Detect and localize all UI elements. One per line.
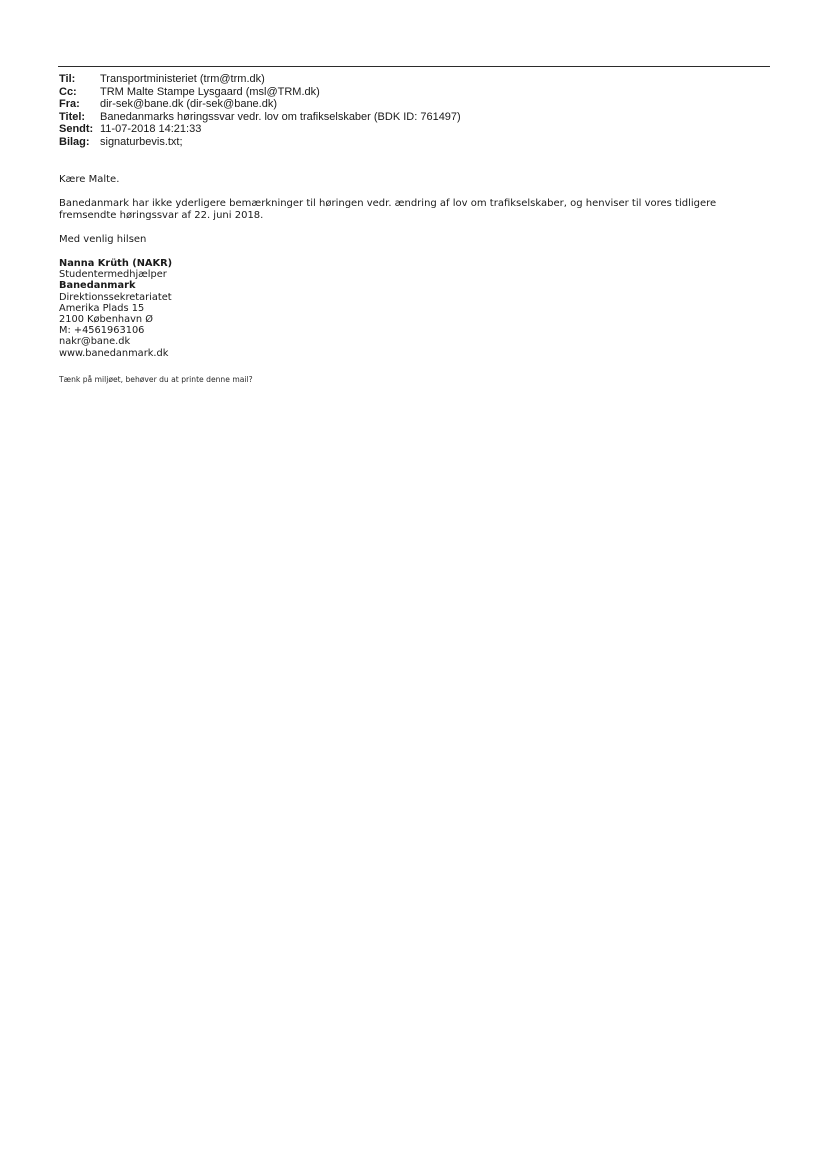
- signature-department: Direktionssekretariatet: [59, 291, 172, 303]
- sent-label: Sendt:: [59, 123, 94, 135]
- signature-website: www.banedanmark.dk: [59, 347, 169, 359]
- signature-title: Studentermedhjælper: [59, 269, 167, 281]
- from-label: Fra:: [59, 98, 80, 110]
- attachment-value: signaturbevis.txt;: [100, 135, 183, 148]
- to-value: Transportministeriet (trm@trm.dk): [100, 73, 265, 85]
- subject-value: Banedanmarks høringssvar vedr. lov om trafikselskaber (BDK ID: 761497): [100, 110, 461, 123]
- header-from-row: [59, 98, 461, 111]
- header-attachment-row: [59, 136, 461, 149]
- header-cc-row: [59, 86, 461, 99]
- email-body: [59, 174, 771, 384]
- signature-block: [59, 258, 771, 359]
- cc-value: TRM Malte Stampe Lysgaard (msl@TRM.dk): [100, 85, 320, 98]
- attachment-label: Bilag:: [59, 135, 90, 148]
- email-header-block: [59, 73, 461, 148]
- signature-phone: M: +4561963106: [59, 325, 145, 337]
- header-sent-row: [59, 123, 461, 136]
- sent-value: 11-07-2018 14:21:33: [100, 123, 202, 135]
- header-divider: [58, 66, 770, 67]
- signature-email: nakr@bane.dk: [59, 336, 131, 348]
- from-value: dir-sek@bane.dk (dir-sek@bane.dk): [100, 98, 278, 110]
- header-subject-row: [59, 111, 461, 124]
- body-paragraph: Banedanmark har ikke yderligere bemærkninger til høringen vedr. ændring af lov om trafikselskaber, og henviser til vores tidligere fremsendte høringssvar af 22. juni 2018.: [59, 198, 717, 221]
- closing: Med venlig hilsen: [59, 234, 147, 245]
- signature-name: Nanna Krüth (NAKR): [59, 258, 173, 269]
- header-to-row: [59, 73, 461, 86]
- salutation: Kære Malte.: [59, 174, 120, 185]
- signature-address-line2: 2100 København Ø: [59, 314, 153, 326]
- to-label: Til:: [59, 73, 76, 85]
- subject-label: Titel:: [59, 110, 86, 123]
- signature-address-line1: Amerika Plads 15: [59, 302, 145, 314]
- cc-label: Cc:: [59, 85, 77, 98]
- signature-organization: Banedanmark: [59, 280, 136, 292]
- environment-note: Tænk på miljøet, behøver du at printe denne mail?: [59, 374, 253, 384]
